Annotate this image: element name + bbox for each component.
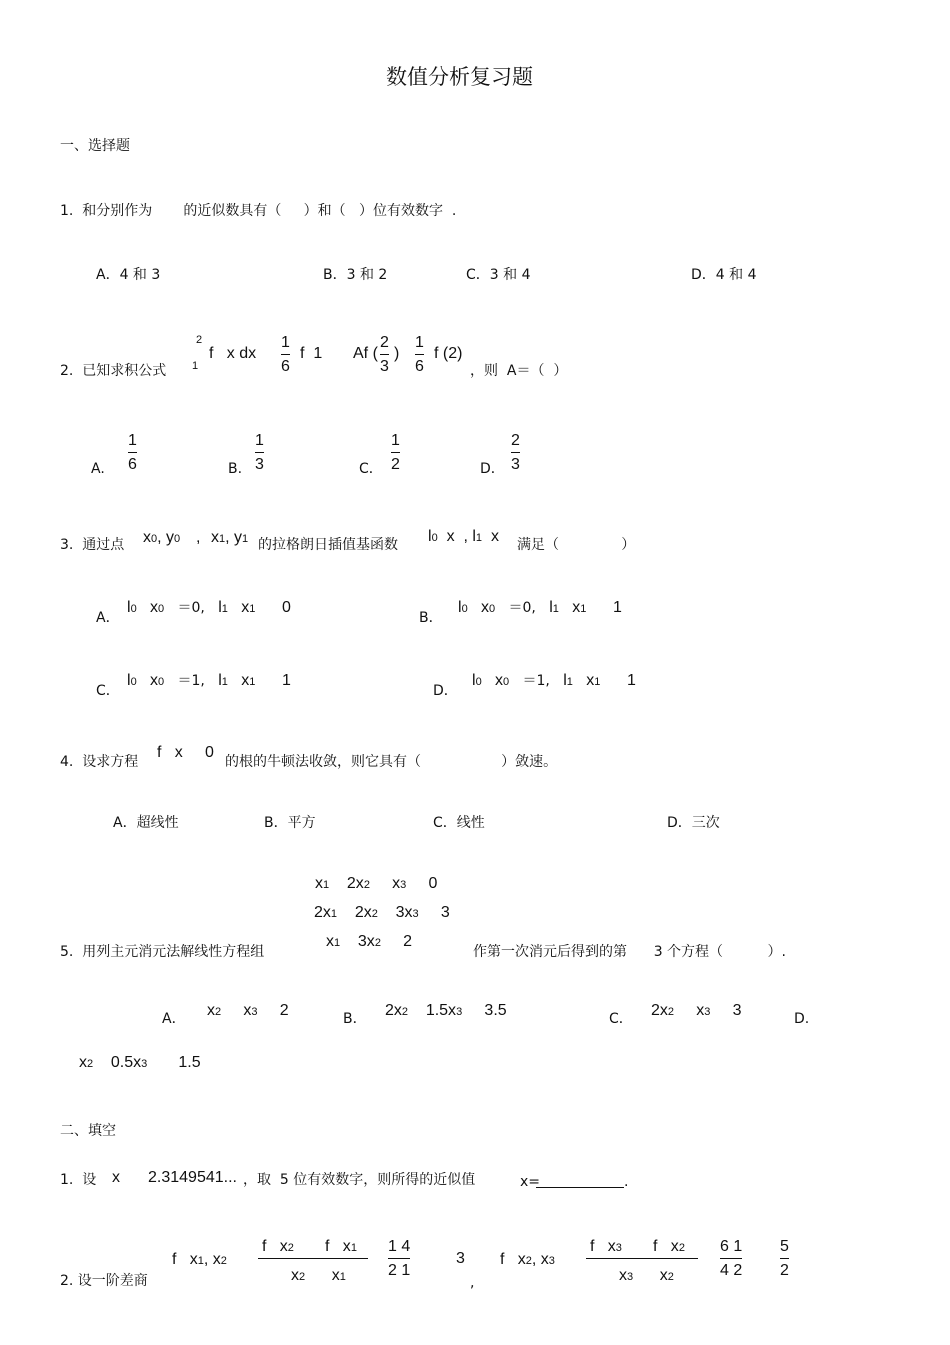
q5-option-b-expr: 2x2 1.5x3 3.5 bbox=[385, 1002, 507, 1019]
q3-point-0 bbox=[143, 530, 180, 546]
q3-option-d-expr: l0 x0 ＝1, l1 x1 1 bbox=[472, 672, 636, 689]
q2-option-c-label: C． bbox=[359, 461, 383, 477]
q2-tail: ，则 A＝（ ） bbox=[470, 363, 568, 379]
q3-y0: , y bbox=[157, 529, 175, 546]
q2-integrand: f x dx bbox=[209, 345, 257, 362]
q1-option-c: C．3 和 4 bbox=[466, 267, 531, 283]
q2-fraction-2 bbox=[380, 335, 389, 375]
q4-equation: f x 0 bbox=[157, 744, 214, 761]
q5-option-c-expr: 2x2 x3 3 bbox=[651, 1002, 742, 1019]
q2-option-c-num: 1 bbox=[391, 432, 400, 449]
q3-option-a-v2: 0 bbox=[282, 599, 291, 616]
q3-point-1 bbox=[211, 530, 248, 546]
q2-af: Af ( bbox=[353, 345, 378, 362]
q2-option-a-label: A. bbox=[91, 461, 105, 477]
f2-frac2: 1 4 2 1 bbox=[388, 1238, 411, 1279]
q5-option-c-label: C． bbox=[609, 1011, 633, 1027]
q2-option-d-label: D． bbox=[480, 461, 505, 477]
q3-l0x: x , l bbox=[446, 528, 476, 545]
f2-stem: 2. 设一阶差商 bbox=[60, 1273, 148, 1289]
q3-option-a-v1: ＝0, bbox=[177, 600, 205, 616]
f1-value: 2.3149541... bbox=[148, 1169, 237, 1186]
q5-tail: 作第一次消元后得到的第 3 个方程（ ）. bbox=[473, 944, 787, 960]
q3-tail: 满足（ ） bbox=[517, 537, 636, 553]
q3-option-d-v2: 1 bbox=[627, 672, 636, 689]
sub: 0 bbox=[174, 533, 181, 545]
f2-frac4: 6 1 4 2 bbox=[720, 1238, 743, 1279]
sub: 0 bbox=[151, 533, 158, 545]
q2-option-d-num: 2 bbox=[511, 432, 520, 449]
q4-option-b: B．平方 bbox=[264, 815, 316, 831]
q3-option-d-v1: ＝1, bbox=[522, 673, 550, 689]
q3-stem: 3. 通过点 bbox=[60, 537, 125, 553]
section-heading-fill: 二、填空 bbox=[60, 1123, 116, 1139]
f2-frac1-bar bbox=[258, 1258, 368, 1259]
q3-option-a-label: A． bbox=[96, 610, 120, 626]
q2-option-c-fraction bbox=[391, 433, 400, 473]
q3-y1: , y bbox=[225, 529, 243, 546]
q1-option-a: A．4 和 3 bbox=[96, 267, 161, 283]
q5-eq1: x1 2x2 x3 0 bbox=[315, 875, 438, 892]
q5-option-a-label: A． bbox=[162, 1011, 186, 1027]
q5-option-b-label: B． bbox=[343, 1011, 367, 1027]
fraction-bar bbox=[415, 354, 424, 355]
q5-option-d-label: D. bbox=[794, 1011, 810, 1027]
q3-basis bbox=[428, 529, 499, 545]
q3-option-b-v1: ＝0, bbox=[508, 600, 536, 616]
q4-stem: 4. 设求方程 bbox=[60, 754, 139, 770]
q2-option-a-den: 6 bbox=[128, 456, 137, 473]
q3-option-c-v1: ＝1, bbox=[177, 673, 205, 689]
fraction-bar bbox=[128, 452, 137, 453]
q2-fraction-1 bbox=[281, 335, 290, 375]
q2-fraction-2-den: 3 bbox=[380, 358, 389, 375]
f2-frac3-bar bbox=[586, 1258, 698, 1259]
fraction-bar bbox=[380, 354, 389, 355]
f2-frac1-den: x2 x1 bbox=[291, 1267, 346, 1284]
q4-option-a: A．超线性 bbox=[113, 815, 179, 831]
q5-option-d-expr: x2 0.5x3 1.5 bbox=[79, 1054, 201, 1071]
fraction-bar bbox=[511, 452, 520, 453]
q4-option-c: C．线性 bbox=[433, 815, 485, 831]
q5-eq2: 2x1 2x2 3x3 3 bbox=[314, 904, 450, 921]
q2-f2: f (2) bbox=[434, 345, 463, 362]
f2-lhs1: f x1, x2 bbox=[172, 1251, 227, 1268]
q3-option-a-expr: l0 x0 ＝0, l1 x1 0 bbox=[127, 599, 291, 616]
q2-fraction-3-den: 6 bbox=[415, 358, 424, 375]
sub: 1 bbox=[219, 533, 226, 545]
q4-tail: 的根的牛顿法收敛，则它具有（ ）敛速。 bbox=[225, 754, 558, 770]
f2-comma: , bbox=[470, 1275, 475, 1291]
sub: 0 bbox=[431, 532, 438, 544]
q2-option-b-num: 1 bbox=[255, 432, 264, 449]
q1-stem: 1. 和分别作为 的近似数具有（ ）和（ ）位有效数字 . bbox=[60, 203, 457, 219]
q1-option-b: B．3 和 2 bbox=[323, 267, 388, 283]
q3-comma: , bbox=[196, 529, 201, 546]
q3-mid: 的拉格朗日插值基函数 bbox=[258, 537, 398, 553]
f2-frac3-den: x3 x2 bbox=[619, 1267, 674, 1284]
q2-option-a-fraction bbox=[128, 433, 137, 473]
q5-eq3: x1 3x2 2 bbox=[326, 933, 413, 950]
q2-option-d-fraction bbox=[511, 433, 520, 473]
q2-fraction-1-den: 6 bbox=[281, 358, 290, 375]
q3-l0: l bbox=[428, 528, 432, 545]
f2-rhs1: 3 bbox=[456, 1250, 465, 1267]
f1-answer-label: x= bbox=[520, 1174, 541, 1190]
q3-option-c-v2: 1 bbox=[282, 672, 291, 689]
q3-option-c-expr: l0 x0 ＝1, l1 x1 1 bbox=[127, 672, 291, 689]
q2-fraction-1-num: 1 bbox=[281, 334, 290, 351]
q2-lower-limit: 1 bbox=[192, 360, 199, 372]
q2-fraction-2-num: 2 bbox=[380, 334, 389, 351]
q3-l1x: x bbox=[490, 528, 499, 545]
f2-lhs2: f x2, x3 bbox=[500, 1251, 555, 1268]
sub: 1 bbox=[242, 533, 249, 545]
q2-f1: f 1 bbox=[300, 345, 323, 362]
q2-fraction-3-num: 1 bbox=[415, 334, 424, 351]
f1-mid: ，取 5 位有效数字，则所得的近似值 bbox=[243, 1172, 476, 1188]
sub: 1 bbox=[475, 532, 483, 544]
q4-option-d: D．三次 bbox=[667, 815, 720, 831]
q2-option-d-den: 3 bbox=[511, 456, 520, 473]
q2-close-paren: ) bbox=[394, 345, 400, 362]
fraction-bar bbox=[391, 452, 400, 453]
f2-frac1-num: f x2 f x1 bbox=[262, 1238, 357, 1255]
f1-stem: 1. 设 bbox=[60, 1172, 97, 1188]
q5-option-a-expr: x2 x3 2 bbox=[207, 1002, 289, 1019]
q1-option-d: D．4 和 4 bbox=[691, 267, 757, 283]
q2-stem: 2. 已知求积公式 bbox=[60, 363, 167, 379]
q2-fraction-3 bbox=[415, 335, 424, 375]
q2-option-a-num: 1 bbox=[128, 432, 137, 449]
q5-stem: 5. 用列主元消元法解线性方程组 bbox=[60, 944, 265, 960]
q2-option-b-fraction bbox=[255, 433, 264, 473]
q2-option-c-den: 2 bbox=[391, 456, 400, 473]
q3-option-b-v2: 1 bbox=[613, 599, 622, 616]
fraction-bar bbox=[255, 452, 264, 453]
f1-answer-blank[interactable] bbox=[536, 1187, 624, 1188]
section-heading-choice: 一、选择题 bbox=[60, 138, 130, 154]
fraction-bar bbox=[281, 354, 290, 355]
q3-option-b-label: B． bbox=[419, 610, 443, 626]
f1-x: x bbox=[112, 1169, 120, 1186]
q3-option-b-expr: l0 x0 ＝0, l1 x1 1 bbox=[458, 599, 622, 616]
page-title: 数值分析复习题 bbox=[386, 65, 533, 89]
f2-frac5: 5 2 bbox=[780, 1238, 789, 1279]
q2-upper-limit: 2 bbox=[196, 334, 203, 346]
q3-option-d-label: D． bbox=[433, 683, 458, 699]
f1-end: . bbox=[624, 1174, 629, 1190]
q2-option-b-den: 3 bbox=[255, 456, 264, 473]
q3-x0: x bbox=[143, 529, 151, 546]
q3-x1: x bbox=[211, 529, 219, 546]
q2-option-b-label: B. bbox=[228, 461, 243, 477]
q3-option-c-label: C． bbox=[96, 683, 120, 699]
f2-frac3-num: f x3 f x2 bbox=[590, 1238, 685, 1255]
